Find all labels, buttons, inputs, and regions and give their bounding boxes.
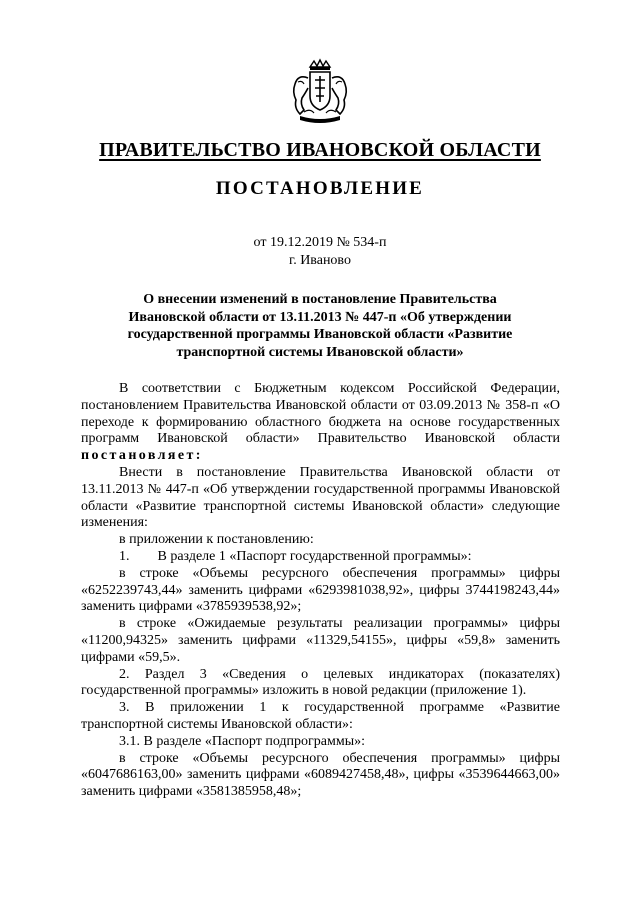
coat-of-arms-icon bbox=[286, 58, 354, 126]
body-paragraph: в строке «Объемы ресурсного обеспечения программы» цифры «6047686163,00» заменить цифрами «6089427458,48», цифры «3539644663,00» заменить цифрами «3581385958,48»; bbox=[81, 750, 560, 800]
preamble-text: В соответствии с Бюджетным кодексом Российской Федерации, постановлением Правительства Ивановской области от 03.09.2013 № 358-п «О переходе к формированию областного бюджета на основе государственных программ Ивановской области» Правительство Ивановской области bbox=[81, 381, 560, 447]
document-city: г. Иваново bbox=[289, 253, 351, 268]
subject-line: государственной программы Ивановской области «Развитие bbox=[127, 327, 513, 342]
list-item bbox=[81, 549, 560, 566]
body-paragraph: 3.1. В разделе «Паспорт подпрограммы»: bbox=[119, 733, 366, 749]
body-paragraph: в строке «Ожидаемые результаты реализации программы» цифры «11200,94325» заменить цифрами «11329,54155», цифры «59,8» заменить цифрами «59,5». bbox=[81, 616, 560, 665]
document-subject bbox=[80, 291, 560, 361]
document-type: ПОСТАНОВЛЕНИЕ bbox=[215, 178, 425, 199]
item-text: В разделе 1 «Паспорт государственной программы»: bbox=[157, 548, 472, 564]
document-date-number: от 19.12.2019 № 534-п bbox=[253, 235, 387, 250]
body-paragraph: в строке «Объемы ресурсного обеспечения программы» цифры «6252239743,44» заменить цифрами «6293981038,92», цифры 3744198243,44» заменить цифрами «3785939538,92»; bbox=[81, 565, 560, 615]
body-paragraph: Внести в постановление Правительства Ивановской области от 13.11.2013 № 447-п «Об утверждении государственной программы Ивановской области «Развитие транспортной системы Ивановской области» следующие изменения: bbox=[81, 464, 560, 531]
body-paragraph: в приложении к постановлению: bbox=[119, 532, 314, 548]
item-number: 1. bbox=[119, 548, 130, 564]
subject-line: транспортной системы Ивановской области» bbox=[176, 344, 464, 360]
government-title: ПРАВИТЕЛЬСТВО ИВАНОВСКОЙ ОБЛАСТИ bbox=[99, 139, 541, 161]
resolves-word: постановляет: bbox=[81, 448, 203, 464]
subject-line: О внесении изменений в постановление Правительства bbox=[143, 292, 497, 307]
body-paragraph: 2. Раздел 3 «Сведения о целевых индикаторах (показателях) государственной программы» изложить в новой редакции (приложение 1). bbox=[81, 666, 560, 699]
preamble-paragraph bbox=[81, 381, 560, 465]
document-body bbox=[81, 381, 560, 801]
subject-line: Ивановской области от 13.11.2013 № 447-п «Об утверждении bbox=[128, 309, 512, 325]
body-paragraph: 3. В приложении 1 к государственной программе «Развитие транспортной системы Ивановской области»: bbox=[81, 700, 560, 732]
